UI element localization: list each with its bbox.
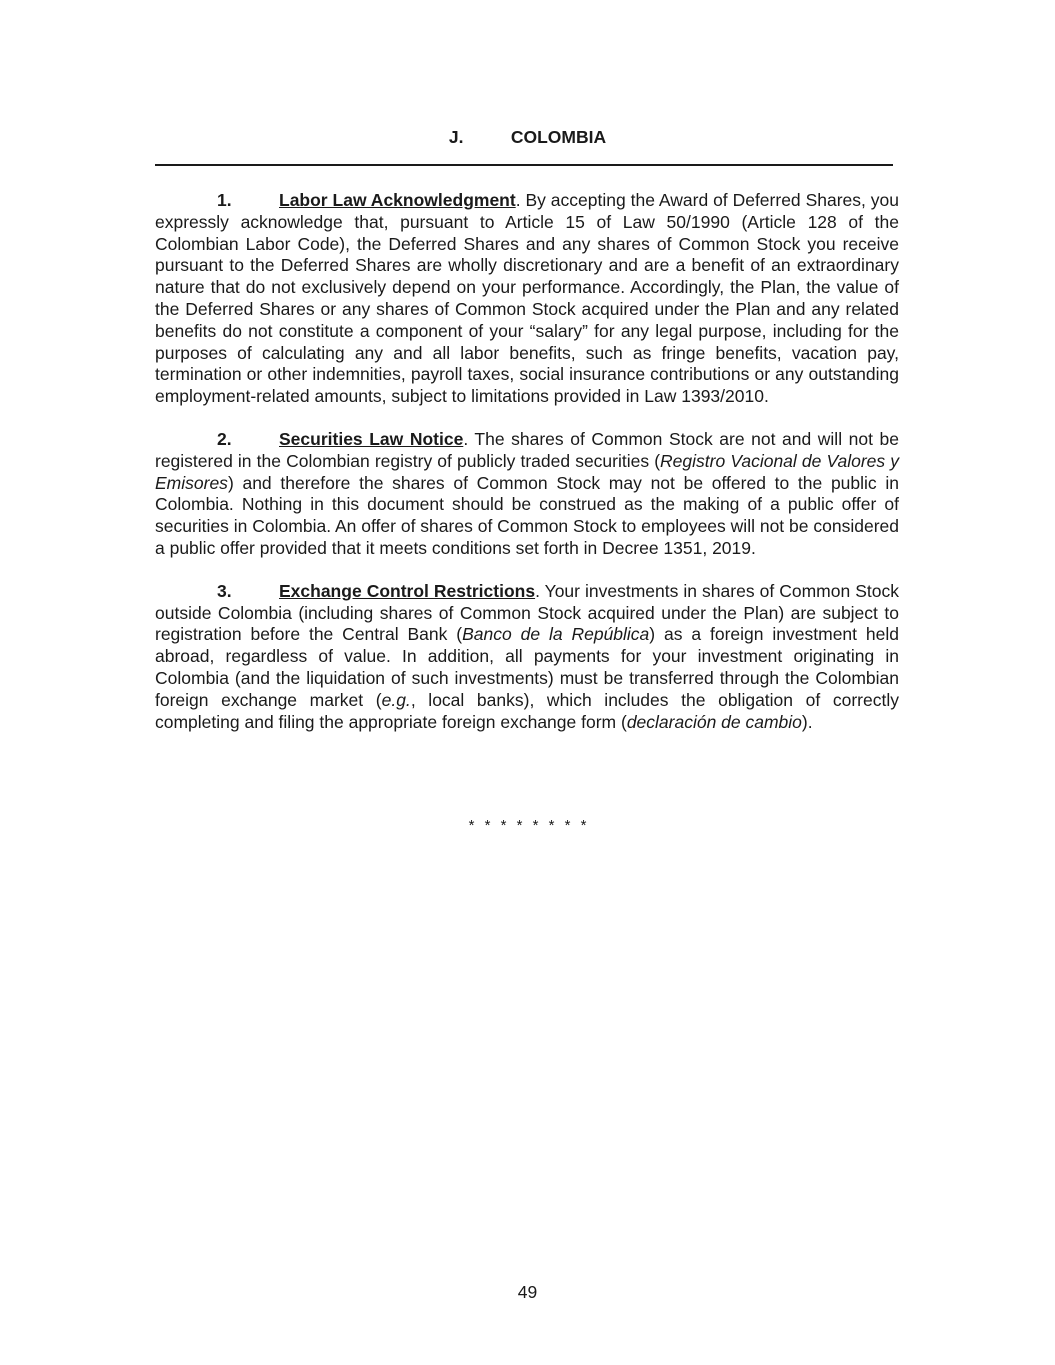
paragraph-text: ) and therefore the shares of Common Stock may not be offered to the public in Colombia. Nothing in this document should be construed as the making of a public offer of securities in Colombia. An offer of shares of Common Stock to employees will not be considered a public offer provided that it meets conditions set forth in Decree 1351, 2019. xyxy=(155,472,899,558)
paragraph-title: Labor Law Acknowledgment xyxy=(279,190,516,210)
paragraph-title: Securities Law Notice xyxy=(279,428,464,449)
section-title: COLOMBIA xyxy=(510,127,607,147)
paragraph-italic-term: e.g. xyxy=(381,689,411,710)
paragraph-number: 3. xyxy=(217,580,232,601)
paragraph-italic-term: declaración de cambio xyxy=(626,711,802,732)
page-number: 49 xyxy=(517,1282,538,1302)
heading-rule xyxy=(155,164,893,166)
paragraph-text: ) as a foreign investment held abroad, regardless of value. In addition, all payments for your investment originating in Colombia (and the liquidation of such investments) must be transferred through the Colombian foreign exchange market ( xyxy=(155,624,899,710)
paragraph-text: , local banks), which includes the obligation of correctly completing and filing the appropriate foreign exchange form ( xyxy=(155,689,899,732)
paragraph-text: . Your investments in shares of Common Stock outside Colombia (including shares of Common Stock acquired under the Plan) are subject to registration before the Central Bank ( xyxy=(155,580,899,645)
section-heading xyxy=(0,126,1055,148)
paragraph-italic-term: Registro Vacional de Valores y Emisores xyxy=(155,450,900,493)
document-body xyxy=(155,190,899,754)
paragraph-number: 2. xyxy=(217,428,232,449)
paragraph-title: Exchange Control Restrictions xyxy=(279,580,536,601)
section-letter: J. xyxy=(448,127,464,147)
paragraph-number: 1. xyxy=(217,190,232,210)
paragraph-exchange-control xyxy=(155,581,899,734)
section-separator: * * * * * * * * xyxy=(468,817,587,834)
paragraph-italic-term: Banco de la República xyxy=(462,624,650,645)
paragraph-text: . By accepting the Award of Deferred Shares, you expressly acknowledge that, pursuant to Article 15 of Law 50/1990 (Article 128 of the Colombian Labor Code), the Deferred Shares and any shares of Common Stock you receive pursuant to the Deferred Shares are wholly discretionary and are a benefit of an extraordinary nature that do not exclusively depend on your performance. Accordingly, the Plan, the value of the Deferred Shares or any shares of Common Stock acquired under the Plan and any related benefits do not constitute a component of your “salary” for any legal purpose, including for the purposes of calculating any and all labor benefits, such as fringe benefits, vacation pay, termination or other indemnities, payroll taxes, social insurance contributions or any outstanding employment-related amounts, subject to limitations provided in Law 1393/2010. xyxy=(155,190,900,407)
paragraph-text: ). xyxy=(801,711,813,732)
paragraph-securities-law xyxy=(155,429,899,560)
paragraph-labor-law xyxy=(155,190,899,408)
paragraph-text: . The shares of Common Stock are not and will not be registered in the Colombian registry of publicly traded securities ( xyxy=(155,428,899,471)
